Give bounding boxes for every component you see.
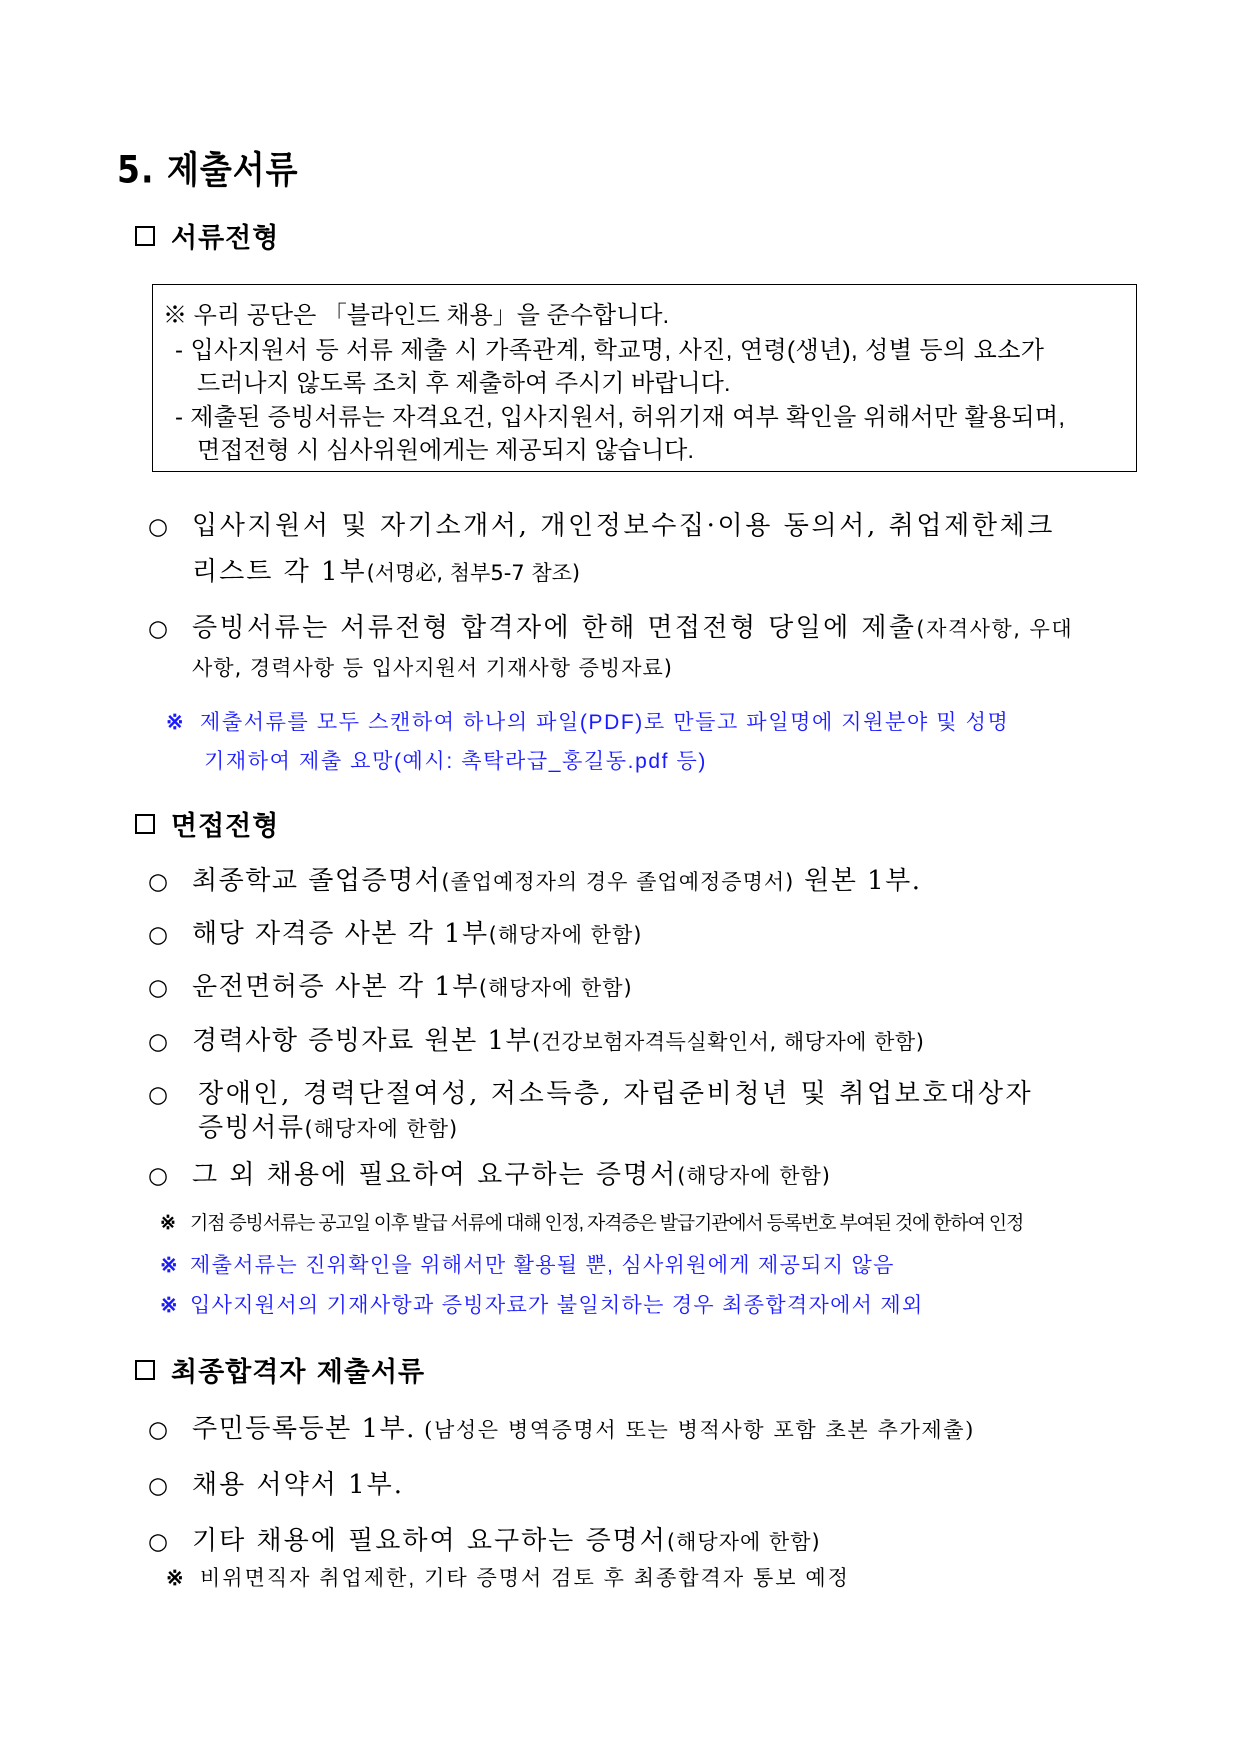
section-title: 5. 제출서류 xyxy=(117,147,299,192)
checkbox-square-icon xyxy=(135,1360,155,1380)
reference-mark-icon: ※ xyxy=(166,1567,186,1590)
item-text: 최종학교 졸업증명서 xyxy=(192,866,442,896)
notice-line: - 제출된 증빙서류는 자격요건, 입사지원서, 허위기재 여부 확인을 위해서만 활용되며, xyxy=(175,404,1066,431)
heading-label: 면접전형 xyxy=(171,811,280,842)
circle-bullet-icon: ○ xyxy=(148,1163,169,1189)
item-text: 증빙서류 xyxy=(198,1113,305,1143)
note-scan-instructions xyxy=(166,706,1009,736)
note-final-notification xyxy=(166,1562,850,1592)
list-item xyxy=(148,1464,1118,1501)
circle-bullet-icon: ○ xyxy=(148,869,169,895)
item-text: 운전면허증 사본 각 1부 xyxy=(192,972,479,1002)
circle-bullet-icon: ○ xyxy=(148,514,169,540)
heading-document-review xyxy=(135,216,279,255)
list-item xyxy=(148,966,1118,1003)
note-scan-instructions-continuation: 기재하여 제출 요망(예시: 촉탁라급_홍길동.pdf 등) xyxy=(204,750,708,773)
note-text: 기점 증빙서류는 공고일 이후 발급 서류에 대해 인정, 자격증은 발급기관에서 등록번호 부여된 것에 한하여 인정 xyxy=(190,1213,1024,1234)
item-text: 리스트 각 1부 xyxy=(192,557,367,587)
note-text: 비위면직자 취업제한, 기타 증명서 검토 후 최종합격자 통보 예정 xyxy=(200,1567,850,1590)
item-note: (서명必, 첨부5-7 참조) xyxy=(366,561,581,585)
list-item xyxy=(148,1020,1118,1057)
notice-line: 면접전형 시 심사위원에게는 제공되지 않습니다. xyxy=(197,437,695,464)
item-text: 주민등록등본 1부. xyxy=(192,1414,416,1444)
item-text: 원본 1부. xyxy=(794,866,922,896)
heading-final-documents xyxy=(135,1350,425,1389)
item-text: 입사지원서 및 자기소개서, 개인정보수집·이용 동의서, 취업제한체크 xyxy=(192,511,1055,541)
reference-mark-icon: ※ xyxy=(160,1213,175,1234)
item-text: 증빙서류는 서류전형 합격자에 한해 면접전형 당일에 제출 xyxy=(192,613,917,643)
item-text: 그 외 채용에 필요하여 요구하는 증명서 xyxy=(192,1160,678,1190)
note-text: 제출서류는 진위확인을 위해서만 활용될 뿐, 심사위원에게 제공되지 않음 xyxy=(190,1254,895,1277)
list-item-continuation xyxy=(198,1107,1168,1144)
item-note: (해당자에 한함) xyxy=(478,976,633,1000)
note-text: 제출서류를 모두 스캔하여 하나의 파일(PDF)로 만들고 파일명에 지원분야 및 성명 xyxy=(200,711,1010,734)
list-item xyxy=(148,505,1118,542)
circle-bullet-icon: ○ xyxy=(148,616,169,642)
circle-bullet-icon: ○ xyxy=(148,1529,169,1555)
list-item xyxy=(148,1520,1118,1557)
item-note: (자격사항, 우대 xyxy=(916,617,1074,641)
item-text: 경력사항 증빙자료 원본 1부 xyxy=(192,1026,533,1056)
circle-bullet-icon: ○ xyxy=(148,1029,169,1055)
item-text: 기타 채용에 필요하여 요구하는 증명서 xyxy=(192,1526,667,1556)
list-item-continuation xyxy=(192,551,1162,588)
item-note: 사항, 경력사항 등 입사지원서 기재사항 증빙자료) xyxy=(192,656,673,680)
notice-line: 드러나지 않도록 조치 후 제출하여 주시기 바랍니다. xyxy=(197,370,731,397)
circle-bullet-icon: ○ xyxy=(148,1473,169,1499)
item-text: 해당 자격증 사본 각 1부 xyxy=(192,919,489,949)
list-item-continuation xyxy=(192,652,1162,682)
item-text: 장애인, 경력단절여성, 저소득층, 자립준비청년 및 취업보호대상자 xyxy=(198,1079,1034,1109)
list-item xyxy=(148,913,1118,950)
notice-line: ※ 우리 공단은 「블라인드 채용」을 준수합니다. xyxy=(163,302,670,329)
note-certificate-validity xyxy=(160,1208,1023,1235)
list-item xyxy=(148,1408,1118,1445)
item-note: (해당자에 한함) xyxy=(677,1164,831,1188)
heading-label: 최종합격자 제출서류 xyxy=(171,1357,426,1388)
list-item xyxy=(148,860,1118,897)
list-item xyxy=(148,1154,1118,1191)
reference-mark-icon: ※ xyxy=(160,1254,179,1277)
item-note: (졸업예정자의 경우 졸업예정증명서) xyxy=(441,870,795,894)
circle-bullet-icon: ○ xyxy=(148,922,169,948)
note-mismatch-exclusion xyxy=(160,1289,924,1319)
item-text: 채용 서약서 1부. xyxy=(192,1470,405,1500)
circle-bullet-icon: ○ xyxy=(148,1082,169,1108)
item-note: (해당자에 한함) xyxy=(666,1530,821,1554)
item-note: (남성은 병역증명서 또는 병적사항 포함 초본 추가제출) xyxy=(415,1418,975,1442)
list-item xyxy=(148,607,1118,644)
note-text: 입사지원서의 기재사항과 증빙자료가 불일치하는 경우 최종합격자에서 제외 xyxy=(190,1294,924,1317)
circle-bullet-icon: ○ xyxy=(148,975,169,1001)
checkbox-square-icon xyxy=(135,226,155,246)
list-item xyxy=(148,1073,1118,1110)
reference-mark-icon: ※ xyxy=(166,711,186,734)
note-verification-only xyxy=(160,1249,895,1279)
blind-hiring-notice-box xyxy=(152,284,1137,472)
heading-interview xyxy=(135,804,279,843)
notice-line: - 입사지원서 등 서류 제출 시 가족관계, 학교명, 사진, 연령(생년), 성별 등의 요소가 xyxy=(175,337,1045,364)
heading-label: 서류전형 xyxy=(171,223,280,254)
checkbox-square-icon xyxy=(135,814,155,834)
item-note: (해당자에 한함) xyxy=(488,923,643,947)
item-note: (건강보험자격득실확인서, 해당자에 한함) xyxy=(532,1030,925,1054)
circle-bullet-icon: ○ xyxy=(148,1417,169,1443)
reference-mark-icon: ※ xyxy=(160,1294,179,1317)
item-note: (해당자에 한함) xyxy=(304,1117,459,1141)
